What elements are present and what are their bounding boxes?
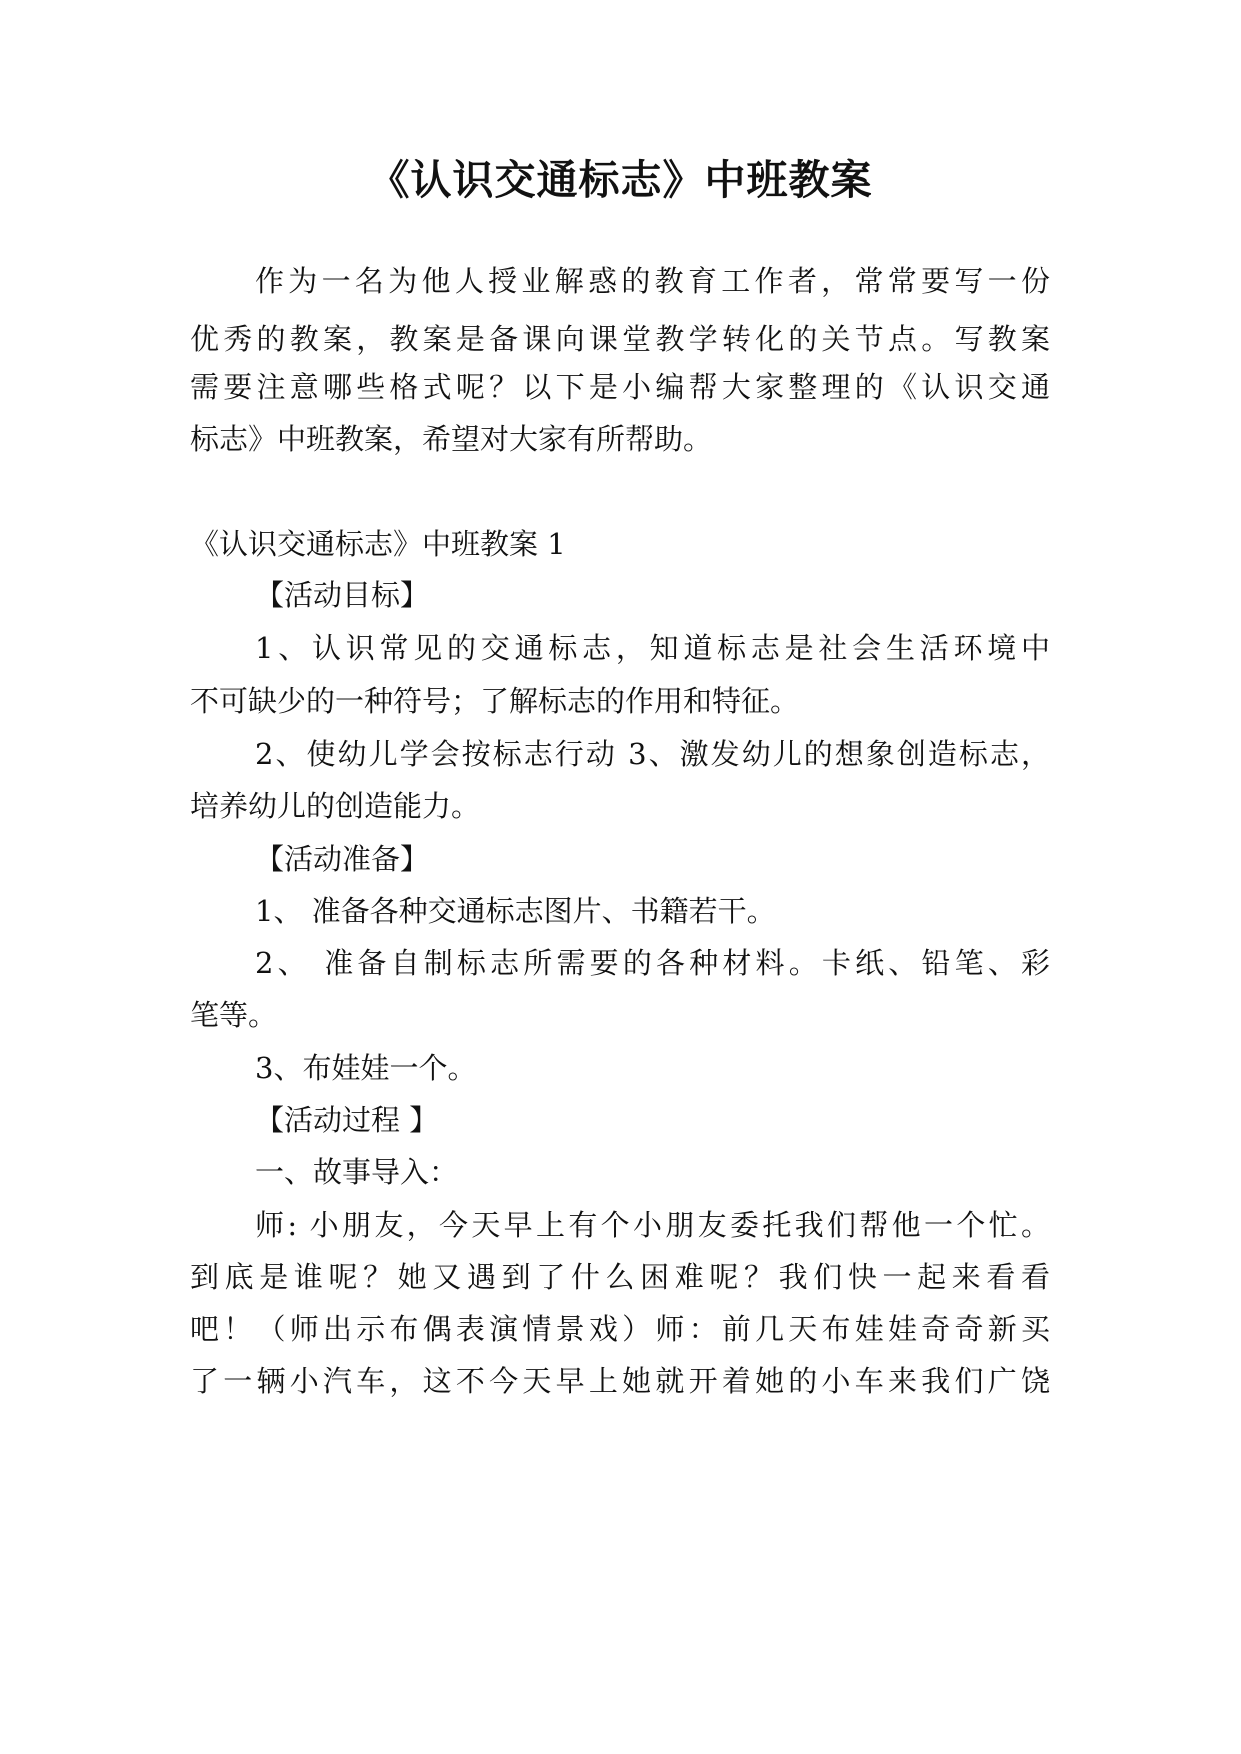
- paragraph-line: 一、故事导入：: [255, 1155, 459, 1189]
- subsection-heading: 【活动过程 】: [255, 1103, 439, 1137]
- paragraph-line: 师: 小朋友，今天早上有个小朋友委托我们帮他一个忙。: [255, 1208, 1050, 1242]
- paragraph-line: 1、 准备各种交通标志图片、书籍若干。: [255, 894, 776, 928]
- subsection-heading: 【活动目标】: [255, 578, 430, 612]
- document-title: 《认识交通标志》中班教案: [368, 156, 873, 204]
- paragraph-line: 作为一名为他人授业解惑的教育工作者，常常要写一份: [255, 264, 1050, 298]
- paragraph-line: 优秀的教案，教案是备课向课堂教学转化的关节点。写教案: [190, 322, 1050, 356]
- paragraph-line: 培养幼儿的创造能力。: [190, 789, 481, 823]
- paragraph-line: 标志》中班教案，希望对大家有所帮助。: [190, 422, 713, 456]
- section-heading: 《认识交通标志》中班教案 1: [190, 527, 566, 561]
- paragraph-line: 2、 准备自制标志所需要的各种材料。卡纸、铅笔、彩: [255, 946, 1050, 980]
- paragraph-line: 1、认识常见的交通标志，知道标志是社会生活环境中: [255, 631, 1050, 665]
- paragraph-line: 需要注意哪些格式呢？以下是小编帮大家整理的《认识交通: [190, 370, 1050, 404]
- paragraph-line: 不可缺少的一种符号；了解标志的作用和特征。: [190, 684, 800, 718]
- paragraph-line: 笔等。: [190, 998, 278, 1032]
- paragraph-line: 吧！（师出示布偶表演情景戏）师：前几天布娃娃奇奇新买: [190, 1312, 1050, 1346]
- paragraph-line: 了一辆小汽车，这不今天早上她就开着她的小车来我们广饶: [190, 1364, 1050, 1398]
- paragraph-line: 到底是谁呢？她又遇到了什么困难呢？我们快一起来看看: [190, 1260, 1050, 1294]
- paragraph-line: 3、布娃娃一个。: [255, 1051, 477, 1085]
- paragraph-line: 2、使幼儿学会按标志行动 3、激发幼儿的想象创造标志，: [255, 737, 1050, 771]
- subsection-heading: 【活动准备】: [255, 842, 430, 876]
